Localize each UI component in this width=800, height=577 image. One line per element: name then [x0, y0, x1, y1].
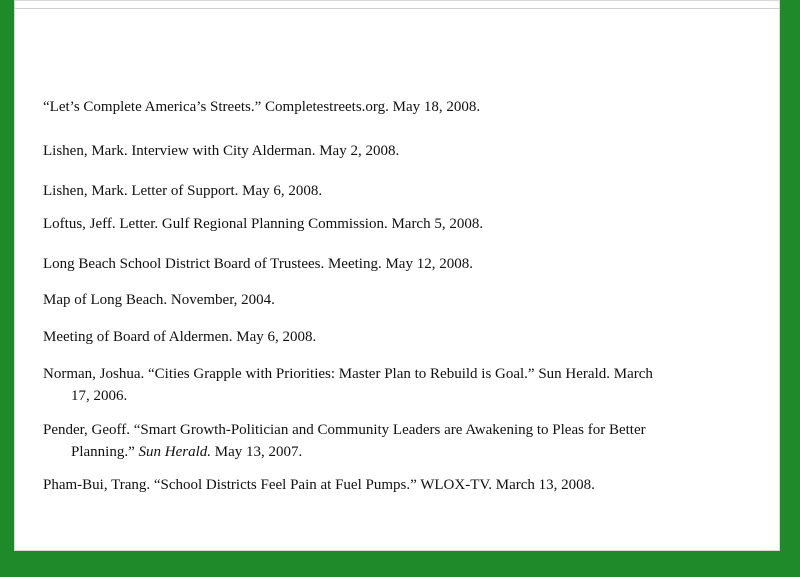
reference-entry	[43, 419, 646, 463]
reference-text-line1: Norman, Joshua. “Cities Grapple with Priorities: Master Plan to Rebuild is Goal.” Sun Herald. March	[43, 366, 653, 382]
reference-entry	[43, 140, 399, 162]
reference-text-line2: 17, 2006.	[71, 388, 128, 404]
publication-title: Sun Herald.	[138, 444, 211, 460]
reference-entry	[43, 253, 473, 275]
reference-text: Lishen, Mark. Letter of Support. May 6, 2008.	[43, 183, 323, 199]
reference-text-segment: May 13, 2007.	[211, 444, 303, 460]
reference-text: Lishen, Mark. Interview with City Alderman. May 2, 2008.	[43, 143, 400, 159]
reference-entry	[43, 213, 483, 235]
reference-entry	[43, 180, 322, 202]
reference-text-segment: Planning.”	[71, 444, 139, 460]
reference-entry	[43, 363, 653, 407]
reference-text: Meeting of Board of Aldermen. May 6, 2008.	[43, 329, 317, 345]
reference-text-line1: Pender, Geoff. “Smart Growth-Politician and Community Leaders are Awakening to Pleas for Better	[43, 422, 646, 438]
reference-text-line2	[43, 441, 646, 463]
reference-text: “Let’s Complete America’s Streets.” Completestreets.org. May 18, 2008.	[43, 99, 481, 115]
reference-entry	[43, 289, 275, 311]
document-page	[14, 0, 780, 551]
top-divider	[14, 8, 780, 9]
reference-text: Long Beach School District Board of Trustees. Meeting. May 12, 2008.	[43, 256, 473, 272]
reference-entry	[43, 326, 316, 348]
reference-text: Map of Long Beach. November, 2004.	[43, 292, 275, 308]
reference-entry	[43, 474, 595, 496]
reference-entry	[43, 96, 480, 118]
reference-text: Pham-Bui, Trang. “School Districts Feel Pain at Fuel Pumps.” WLOX-TV. March 13, 2008.	[43, 477, 595, 493]
reference-text: Loftus, Jeff. Letter. Gulf Regional Planning Commission. March 5, 2008.	[43, 216, 484, 232]
